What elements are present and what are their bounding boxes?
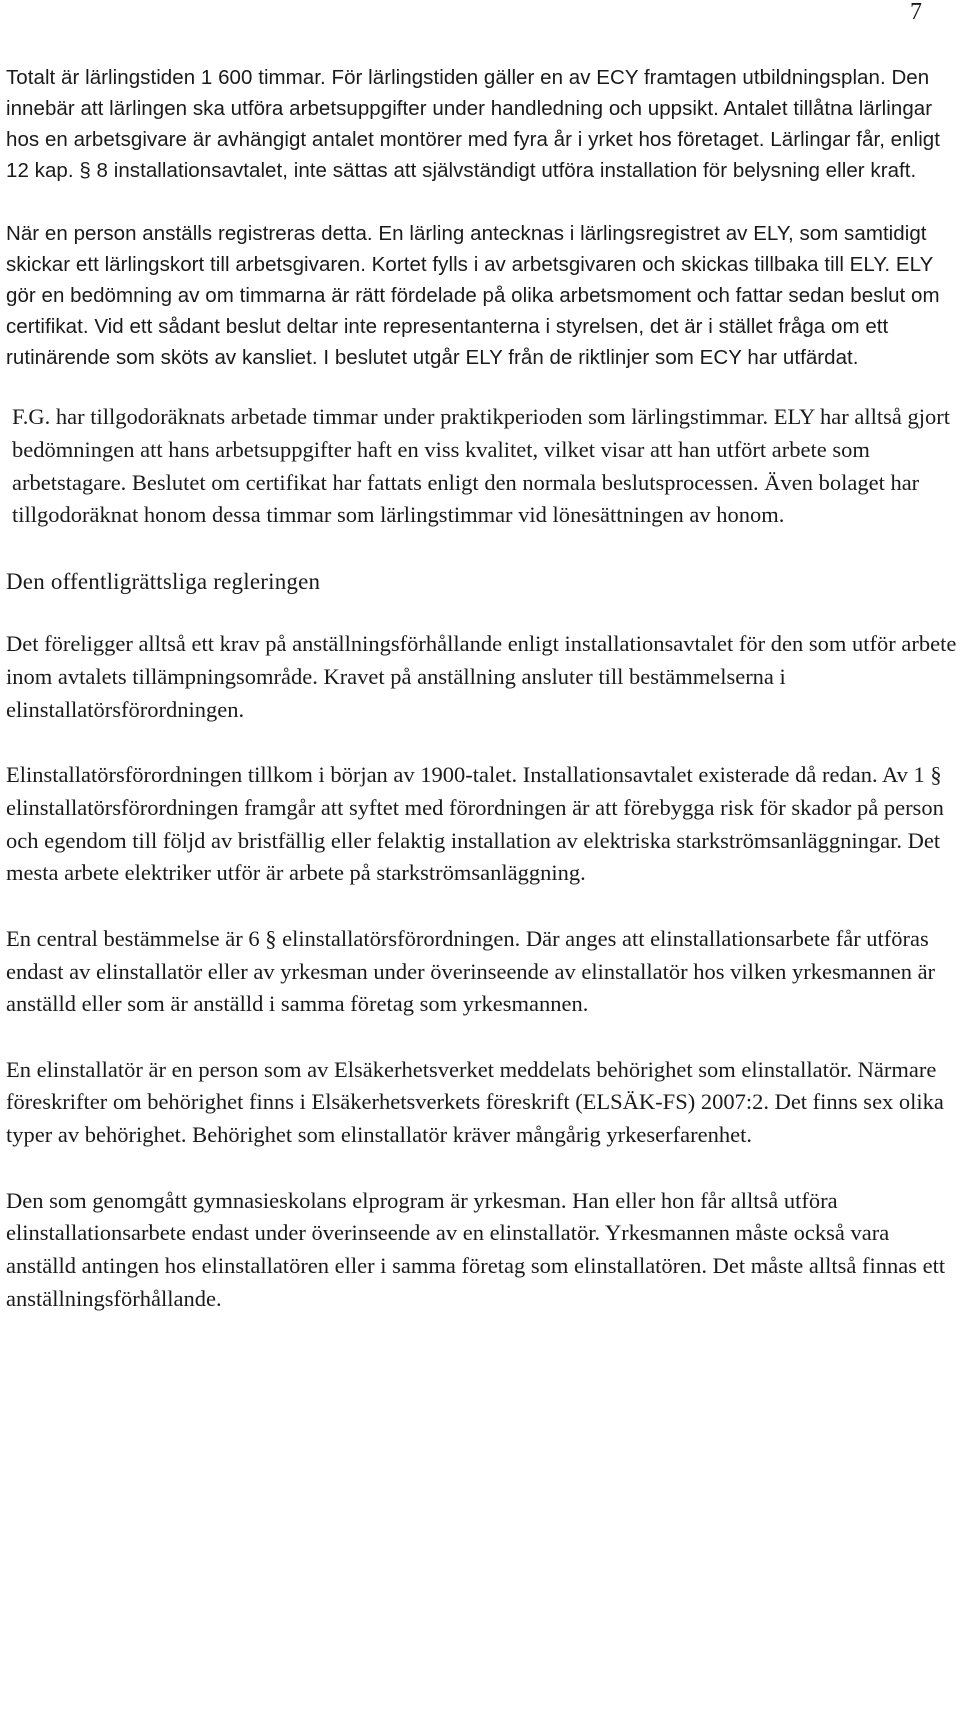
paragraph-electrician-definition: En elinstallatör är en person som av Elsäkerhetsverket meddelats behörighet som elinstallatör. Närmare föreskrifter om behörighet finns i Elsäkerhetsverkets föreskrift (ELSÄK-FS) 2007:2. Det finns sex olika typer av behörighet. Behörighet som elinstallatör kräver mångårig yrkeserfarenhet. <box>6 1056 944 1148</box>
paragraph-central-provision: En central bestämmelse är 6 § elinstallatörsförordningen. Där anges att elinstallationsarbete får utföras endast av elinstallatör eller av yrkesman under överinseende av elinstallatör hos vilken yrkesmannen är anställd eller som är anställd i samma företag som yrkesmannen. <box>6 925 936 1017</box>
document-body <box>6 62 958 1316</box>
page-number: 7 <box>910 0 922 25</box>
paragraph-employment-requirement: Det föreligger alltså ett krav på anställningsförhållande enligt installationsavtalet för den som utför arbete inom avtalets tillämpningsområde. Kravet på anställning ansluter till bestämmelserna i elinstallatörsförordningen. <box>6 631 957 722</box>
paragraph-craftsman: Den som genomgått gymnasieskolans elprogram är yrkesman. Han eller hon får alltså utföra elinstallationsarbete endast under överinseende av en elinstallatör. Yrkesmannen måste också vara anställd antingen hos elinstallatören eller i samma företag som elinstallatören. Det måste alltså finnas ett anställningsförhållande. <box>6 1187 946 1311</box>
section-heading: Den offentligrättsliga regleringen <box>6 569 321 595</box>
paragraph-ordinance-history: Elinstallatörsförordningen tillkom i början av 1900-talet. Installationsavtalet existerade då redan. Av 1 § elinstallatörsförordningen framgår att syftet med förordningen är att förebygga risk för skador på person och egendom till följd av bristfällig eller felaktig installation av elektriska starkströmsanläggningar. Det mesta arbete elektriker utför är arbete på starkströmsanläggning. <box>6 762 944 886</box>
paragraph-registration: När en person anställs registreras detta. En lärling antecknas i lärlingsregistret av ELY, som samtidigt skickar ett lärlingskort till arbetsgivaren. Kortet fylls i av arbetsgivaren och skickas tillbaka till ELY. ELY gör en bedömning av om timmarna är rätt fördelade på olika arbetsmoment och fattar sedan beslut om certifikat. Vid ett sådant beslut deltar inte representanterna i styrelsen, det är i stället fråga om ett rutinärende som sköts av kansliet. I beslutet utgår ELY från de riktlinjer som ECY har utfärdat. <box>6 222 940 369</box>
paragraph-fg-hours: F.G. har tillgodoräknats arbetade timmar under praktikperioden som lärlingstimmar. ELY har alltså gjort bedömningen att hans arbetsuppgifter haft en viss kvalitet, vilket visar att han utfört arbete som arbetstagare. Beslutet om certifikat har fattats enligt den normala beslutsprocessen. Även bolaget har tillgodoräknat honom dessa timmar som lärlingstimmar vid lönesättningen av honom. <box>12 404 950 528</box>
paragraph-apprenticeship-hours: Totalt är lärlingstiden 1 600 timmar. För lärlingstiden gäller en av ECY framtagen utbildningsplan. Den innebär att lärlingen ska utföra arbetsuppgifter under handledning och uppsikt. Antalet tillåtna lärlingar hos en arbetsgivare är avhängigt antalet montörer med fyra år i yrket hos företaget. Lärlingar får, enligt 12 kap. § 8 installationsavtalet, inte sättas att självständigt utföra installation för belysning eller kraft. <box>6 66 940 182</box>
